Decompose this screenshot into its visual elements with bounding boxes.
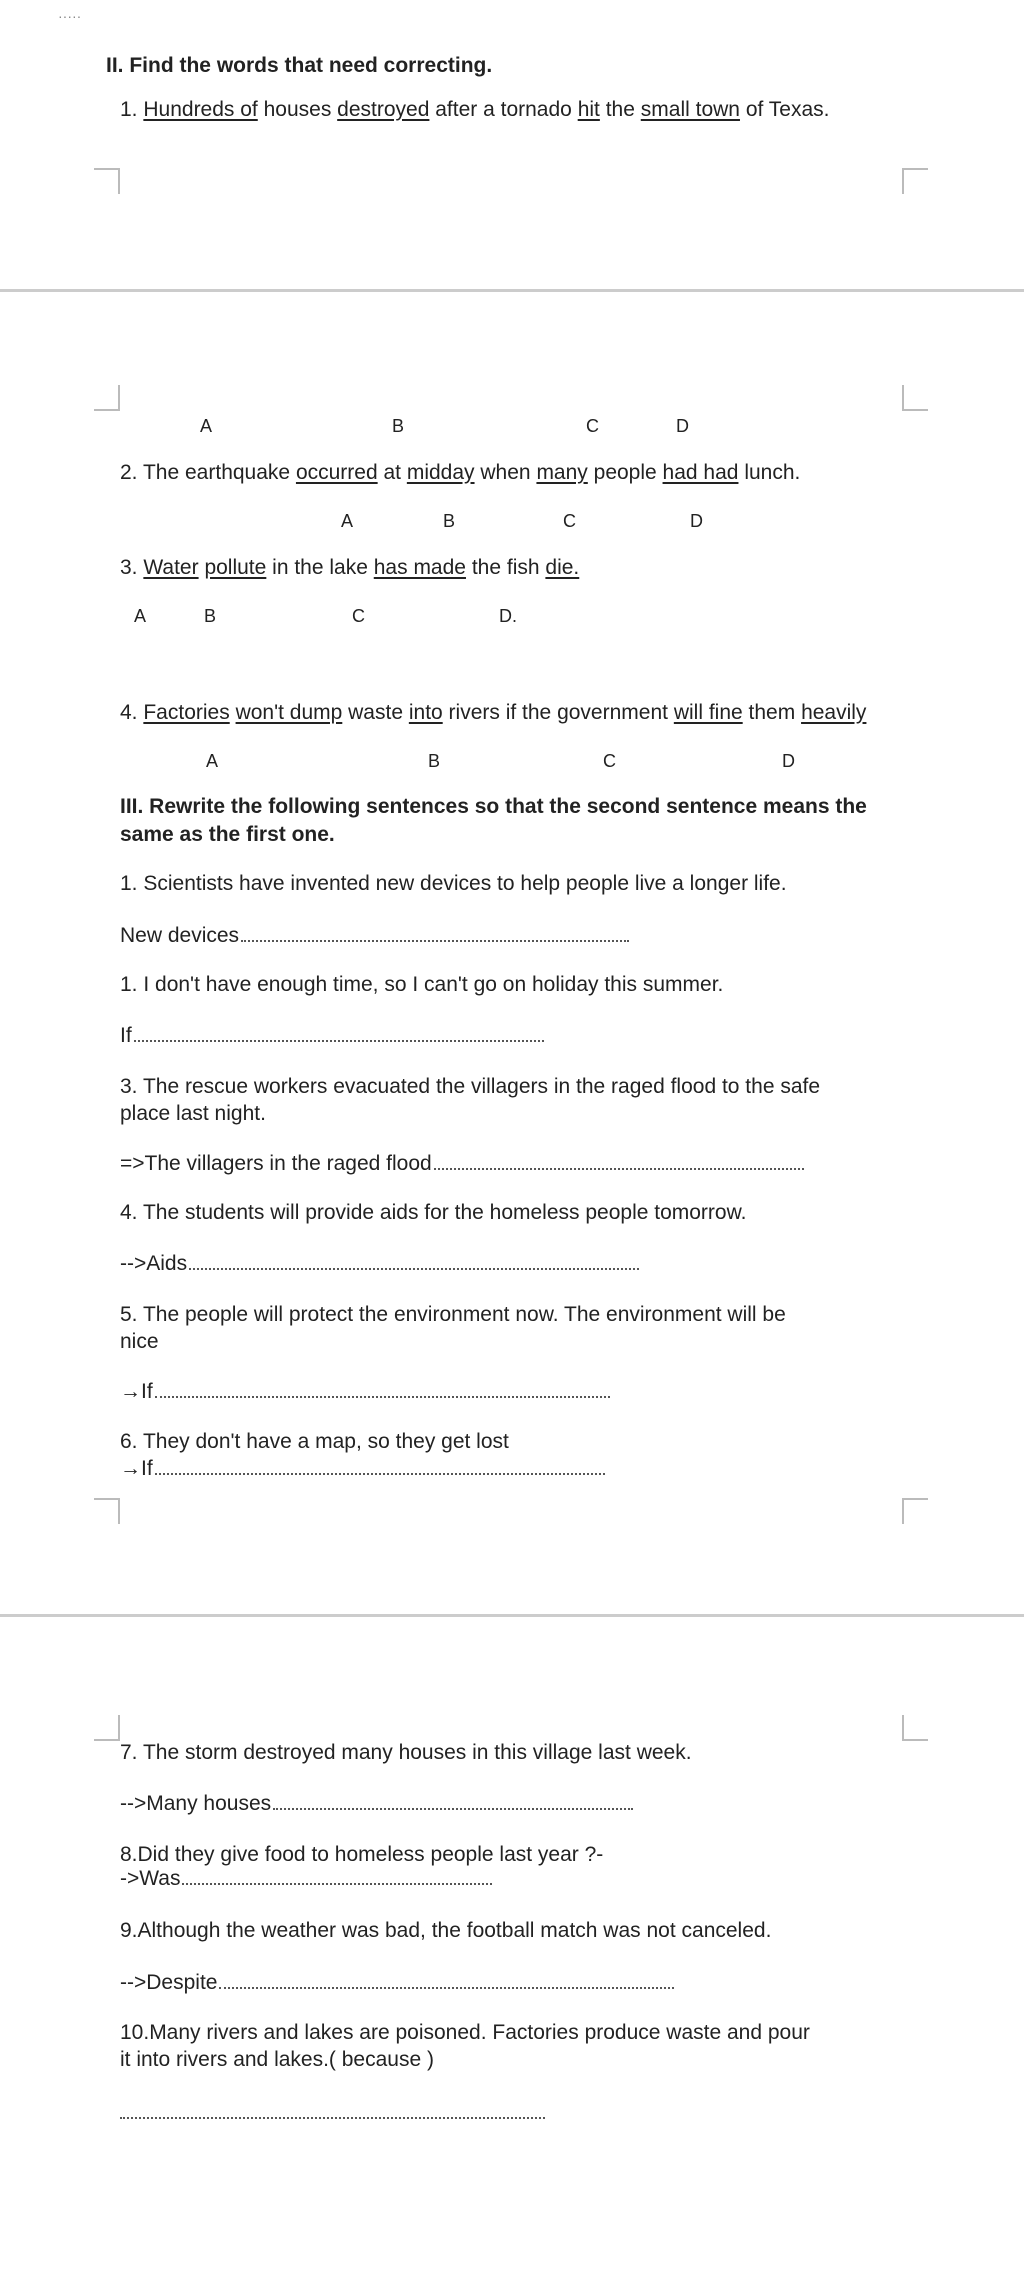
- rewrite-question-6: 6. They don't have a map, so they get lost: [120, 1430, 509, 1453]
- question-text: the fish: [471, 556, 540, 579]
- answer-prompt: →If: [120, 1380, 153, 1403]
- answer-letter-b: B: [392, 416, 405, 436]
- answer-blank[interactable]: [155, 1392, 610, 1398]
- option-b-text: pollute: [204, 556, 267, 579]
- crop-mark: [902, 1715, 928, 1741]
- option-e-text: heavily: [801, 701, 867, 724]
- question-text: of Texas.: [745, 98, 830, 121]
- option-d-text: had had: [662, 461, 739, 484]
- answer-letter-d: D.: [499, 606, 517, 626]
- rewrite-question-10-line-2: it into rivers and lakes.( because ): [120, 2048, 434, 2071]
- answer-letter-d: D: [782, 751, 795, 771]
- rewrite-answer-line-1: [120, 923, 629, 949]
- answer-prompt: ->Was: [120, 1867, 181, 1890]
- answer-blank[interactable]: [189, 1264, 639, 1270]
- rewrite-answer-line-5: [120, 1379, 610, 1405]
- option-a-text: Hundreds of: [143, 98, 258, 121]
- question-text: in the lake: [272, 556, 368, 579]
- rewrite-answer-line-6: [120, 1456, 605, 1482]
- answer-prompt: =>The villagers in the raged flood: [120, 1152, 432, 1175]
- rewrite-question-5-line-2: nice: [120, 1330, 159, 1353]
- answer-blank[interactable]: [273, 1804, 633, 1810]
- rewrite-answer-line-8: [120, 1866, 492, 1892]
- rewrite-question-8: 8.Did they give food to homeless people last year ?-: [120, 1843, 604, 1866]
- option-b-text: midday: [406, 461, 475, 484]
- answer-letter-b: B: [443, 511, 456, 531]
- answer-prompt: -->Aids: [120, 1252, 188, 1275]
- answer-blank[interactable]: [134, 1036, 544, 1042]
- header-mark: ·····: [58, 8, 82, 24]
- answer-letter-a: A: [341, 511, 354, 531]
- section-2-title: II. Find the words that need correcting.: [106, 54, 493, 77]
- answer-letter-c: C: [352, 606, 365, 626]
- option-c-text: has made: [373, 556, 466, 579]
- option-c-text: into: [408, 701, 443, 724]
- question-number: 1.: [120, 98, 138, 121]
- answer-blank[interactable]: [219, 1983, 674, 1989]
- rewrite-question-7: 7. The storm destroyed many houses in this village last week.: [120, 1741, 692, 1764]
- answer-blank[interactable]: [182, 1879, 492, 1885]
- page-divider: [0, 289, 1024, 292]
- question-text: the: [605, 98, 635, 121]
- option-d-text: die.: [545, 556, 580, 579]
- option-c-text: hit: [577, 98, 600, 121]
- question-4: [120, 700, 866, 726]
- question-1: [120, 97, 829, 123]
- answer-blank[interactable]: [434, 1164, 804, 1170]
- answer-letter-b: B: [204, 606, 217, 626]
- answer-letter-c: C: [563, 511, 576, 531]
- question-text: waste: [348, 701, 403, 724]
- question-2: [120, 460, 800, 486]
- crop-mark: [902, 168, 928, 194]
- option-d-text: small town: [640, 98, 740, 121]
- rewrite-question-1: 1. Scientists have invented new devices to help people live a longer life.: [120, 872, 787, 895]
- answer-letter-a: A: [134, 606, 147, 626]
- crop-mark: [902, 385, 928, 411]
- rewrite-question-5-line-1: 5. The people will protect the environment now. The environment will be: [120, 1303, 786, 1326]
- answer-letter-d: D: [676, 416, 689, 436]
- option-b-text: destroyed: [337, 98, 430, 121]
- rewrite-question-3-line-2: place last night.: [120, 1102, 266, 1125]
- question-number: 4.: [120, 701, 138, 724]
- answer-letter-c: C: [586, 416, 599, 436]
- question-text: them: [748, 701, 796, 724]
- question-text: lunch.: [744, 461, 801, 484]
- question-text: people: [593, 461, 657, 484]
- option-d-text: will fine: [673, 701, 743, 724]
- answer-prompt: →If: [120, 1457, 153, 1480]
- rewrite-question-9: 9.Although the weather was bad, the football match was not canceled.: [120, 1919, 772, 1942]
- question-number: 2.: [120, 461, 138, 484]
- question-text: at: [383, 461, 401, 484]
- question-text: rivers if the government: [448, 701, 668, 724]
- crop-mark: [94, 1498, 120, 1524]
- option-a-text: Water: [143, 556, 199, 579]
- answer-blank[interactable]: [155, 1469, 605, 1475]
- rewrite-answer-line-3: [120, 1151, 804, 1177]
- option-c-text: many: [536, 461, 588, 484]
- answer-letter-a: A: [206, 751, 219, 771]
- crop-mark: [94, 168, 120, 194]
- question-3: [120, 555, 579, 581]
- answer-blank[interactable]: [241, 936, 629, 942]
- answer-letter-b: B: [428, 751, 441, 771]
- crop-mark: [902, 1498, 928, 1524]
- answer-letter-a: A: [200, 416, 213, 436]
- rewrite-answer-line-2: [120, 1023, 544, 1049]
- rewrite-question-2: 1. I don't have enough time, so I can't go on holiday this summer.: [120, 973, 724, 996]
- crop-mark: [94, 1715, 120, 1741]
- rewrite-question-10-line-1: 10.Many rivers and lakes are poisoned. Factories produce waste and pour: [120, 2021, 810, 2044]
- rewrite-answer-line-9: [120, 1970, 674, 1996]
- rewrite-question-3-line-1: 3. The rescue workers evacuated the villagers in the raged flood to the safe: [120, 1075, 821, 1098]
- answer-letter-d: D: [690, 511, 703, 531]
- question-text: after a tornado: [435, 98, 572, 121]
- question-number: 3.: [120, 556, 138, 579]
- rewrite-question-4: 4. The students will provide aids for the homeless people tomorrow.: [120, 1201, 747, 1224]
- rewrite-answer-line-7: [120, 1791, 633, 1817]
- question-text: The earthquake: [142, 461, 291, 484]
- page-divider: [0, 1614, 1024, 1617]
- question-text: houses: [263, 98, 332, 121]
- answer-letter-c: C: [603, 751, 616, 771]
- option-b-text: won't dump: [235, 701, 343, 724]
- rewrite-answer-line-4: [120, 1251, 639, 1277]
- question-text: when: [480, 461, 531, 484]
- answer-blank[interactable]: [120, 2117, 545, 2119]
- section-3-title-line-1: III. Rewrite the following sentences so that the second sentence means the: [120, 795, 867, 818]
- crop-mark: [94, 385, 120, 411]
- answer-prompt: -->Despite: [120, 1971, 218, 1994]
- answer-prompt: New devices: [120, 924, 240, 947]
- option-a-text: Factories: [143, 701, 230, 724]
- answer-prompt: If: [120, 1024, 132, 1047]
- option-a-text: occurred: [295, 461, 378, 484]
- section-3-title-line-2: same as the first one.: [120, 823, 335, 846]
- answer-prompt: -->Many houses: [120, 1792, 272, 1815]
